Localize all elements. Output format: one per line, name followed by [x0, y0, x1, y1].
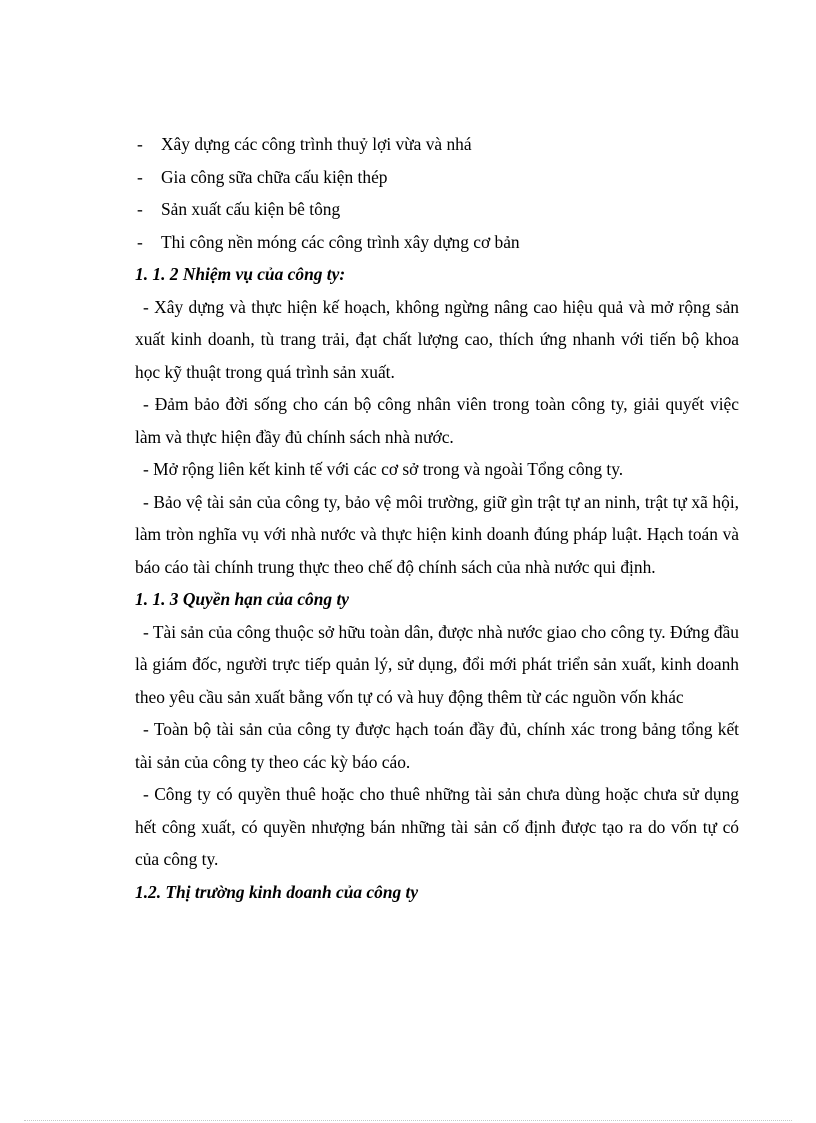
list-item [135, 193, 739, 226]
paragraph: - Mở rộng liên kết kinh tế với các cơ sở trong và ngoài Tổng công ty. [143, 459, 624, 479]
list-item-text: Sản xuất cấu kiện bê tông [161, 199, 341, 219]
bullet-marker: - [137, 134, 143, 154]
section-heading-rights: 1. 1. 3 Quyền hạn của công ty [135, 589, 350, 609]
list-item [135, 128, 739, 161]
page-bottom-divider [24, 1120, 792, 1121]
paragraph: - Tài sản của công thuộc sở hữu toàn dân, được nhà nước giao cho công ty. Đứng đầu là giám đốc, người trực tiếp quản lý, sử dụng, đổi mới phát triển sản xuất, kinh doanh theo yêu cầu sản xuất bằng vốn tự có và huy động thêm từ các nguồn vốn khác [135, 621, 739, 707]
paragraph: - Đảm bảo đời sống cho cán bộ công nhân viên trong toàn công ty, giải quyết việc làm và thực hiện đầy đủ chính sách nhà nước. [135, 394, 739, 447]
paragraph: - Công ty có quyền thuê hoặc cho thuê những tài sản chưa dùng hoặc chưa sử dụng hết công xuất, có quyền nhượng bán những tài sản cố định được tạo ra do vốn tự có của công ty. [135, 784, 739, 869]
list-item-text: Thi công nền móng các công trình xây dựng cơ bản [161, 231, 520, 252]
list-item-text: Xây dựng các công trình thuỷ lợi vừa và nhá [161, 134, 472, 154]
list-item [135, 161, 739, 194]
bullet-marker: - [137, 166, 143, 187]
paragraph: - Bảo vệ tài sản của công ty, bảo vệ môi trường, giữ gìn trật tự an ninh, trật tự xã hội, làm tròn nghĩa vụ với nhà nước và thực hiện kinh doanh đúng pháp luật. Hạch toán và báo cáo tài chính trung thực theo chế độ chính sách của nhà nước qui định. [135, 491, 739, 577]
list-item-text: Gia công sữa chữa cấu kiện thép [161, 166, 388, 187]
paragraph: - Toàn bộ tài sản của công ty được hạch toán đầy đủ, chính xác trong bảng tổng kết tài sản của công ty theo các kỳ báo cáo. [135, 719, 739, 772]
list-item [135, 226, 739, 259]
document-page [135, 128, 739, 908]
activity-list [135, 128, 739, 258]
paragraph: - Xây dựng và thực hiện kế hoạch, không ngừng nâng cao hiệu quả và mở rộng sản xuất kinh doanh, tù trang trải, đạt chất lượng cao, thích ứng nhanh với tiến bộ khoa học kỹ thuật trong quá trình sản xuất. [135, 296, 739, 382]
bullet-marker: - [137, 231, 143, 252]
section-heading-duties: 1. 1. 2 Nhiệm vụ của công ty: [135, 264, 346, 284]
section-heading-market: 1.2. Thị trường kinh doanh của công ty [135, 881, 419, 902]
bullet-marker: - [137, 199, 143, 219]
